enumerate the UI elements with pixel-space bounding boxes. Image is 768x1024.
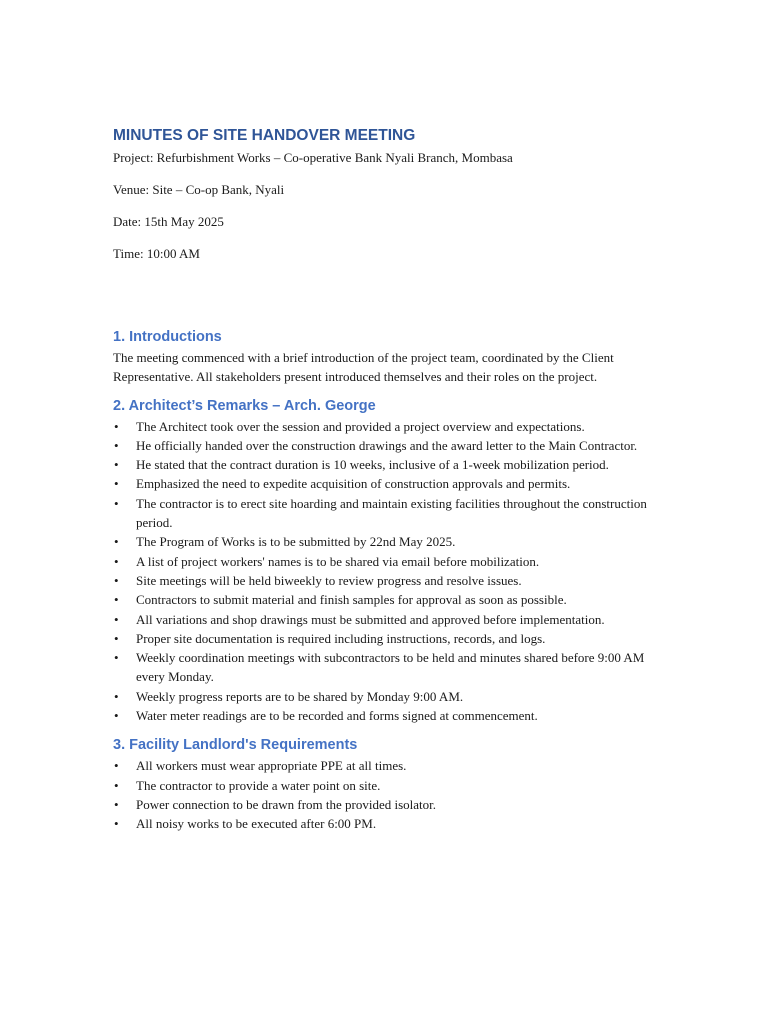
list-item: • Weekly coordination meetings with subcontractors to be held and minutes shared before 9:00 AM every Monday. bbox=[114, 650, 645, 685]
bullet-icon: • bbox=[114, 611, 119, 627]
bullet-icon: • bbox=[114, 650, 119, 666]
list-item: • The Architect took over the session and provided a project overview and expectations. bbox=[113, 417, 653, 436]
bullet-icon: • bbox=[114, 796, 119, 812]
bullet-icon: • bbox=[114, 553, 119, 569]
list-item: • Emphasized the need to expedite acquisition of construction approvals and permits. bbox=[113, 474, 653, 493]
document-title: MINUTES OF SITE HANDOVER MEETING bbox=[113, 127, 416, 144]
bullet-icon: • bbox=[114, 816, 119, 832]
list-item: • Contractors to submit material and finish samples for approval as soon as possible. bbox=[113, 590, 653, 609]
bullet-icon: • bbox=[114, 572, 119, 588]
bullet-icon: • bbox=[114, 708, 119, 724]
date-line: Date: 15th May 2025 bbox=[113, 214, 224, 229]
bullet-icon: • bbox=[114, 688, 119, 704]
section-heading-introductions: 1. Introductions bbox=[113, 329, 222, 345]
list-item: • A list of project workers' names is to be shared via email before mobilization. bbox=[113, 552, 653, 571]
section-heading-landlord-requirements: 3. Facility Landlord's Requirements bbox=[113, 737, 358, 754]
list-item: • Power connection to be drawn from the provided isolator. bbox=[113, 795, 653, 814]
bullet-icon: • bbox=[114, 758, 119, 774]
section-heading-architect-remarks: 2. Architect’s Remarks – Arch. George bbox=[113, 397, 376, 414]
list-item: • The contractor to provide a water point on site. bbox=[113, 776, 653, 795]
list-item: • The Program of Works is to be submitted by 22nd May 2025. bbox=[113, 532, 653, 551]
bullet-icon: • bbox=[114, 630, 119, 646]
bullet-icon: • bbox=[114, 437, 119, 453]
list-item: • He officially handed over the construction drawings and the award letter to the Main Contractor. bbox=[113, 436, 653, 455]
list-item: • Water meter readings are to be recorded and forms signed at commencement. bbox=[113, 706, 653, 725]
list-item: • The contractor is to erect site hoarding and maintain existing facilities throughout the construction period. bbox=[114, 495, 647, 531]
list-item: • He stated that the contract duration is 10 weeks, inclusive of a 1-week mobilization period. bbox=[113, 455, 653, 474]
bullet-icon: • bbox=[114, 457, 119, 473]
bullet-icon: • bbox=[114, 476, 119, 492]
bullet-icon: • bbox=[114, 418, 119, 434]
architect-remarks-list bbox=[113, 417, 653, 726]
introductions-paragraph: The meeting commenced with a brief introduction of the project team, coordinated by the Client Representative. All stakeholders present introduced themselves and their roles on the project. bbox=[113, 350, 614, 385]
bullet-icon: • bbox=[114, 777, 119, 793]
venue-line: Venue: Site – Co-op Bank, Nyali bbox=[113, 182, 285, 197]
list-item: • All noisy works to be executed after 6:00 PM. bbox=[113, 814, 653, 833]
landlord-requirements-list bbox=[113, 756, 653, 833]
bullet-icon: • bbox=[114, 534, 119, 550]
list-item: • Weekly progress reports are to be shared by Monday 9:00 AM. bbox=[113, 687, 653, 706]
list-item: • Proper site documentation is required including instructions, records, and logs. bbox=[113, 629, 653, 648]
bullet-icon: • bbox=[114, 592, 119, 608]
document-body bbox=[113, 124, 653, 834]
bullet-icon: • bbox=[114, 495, 119, 511]
project-line: Project: Refurbishment Works – Co-operative Bank Nyali Branch, Mombasa bbox=[113, 150, 513, 165]
list-item: • All workers must wear appropriate PPE at all times. bbox=[113, 756, 653, 775]
list-item: • All variations and shop drawings must be submitted and approved before implementation. bbox=[113, 610, 653, 629]
list-item: • Site meetings will be held biweekly to review progress and resolve issues. bbox=[113, 571, 653, 590]
time-line: Time: 10:00 AM bbox=[113, 246, 200, 261]
